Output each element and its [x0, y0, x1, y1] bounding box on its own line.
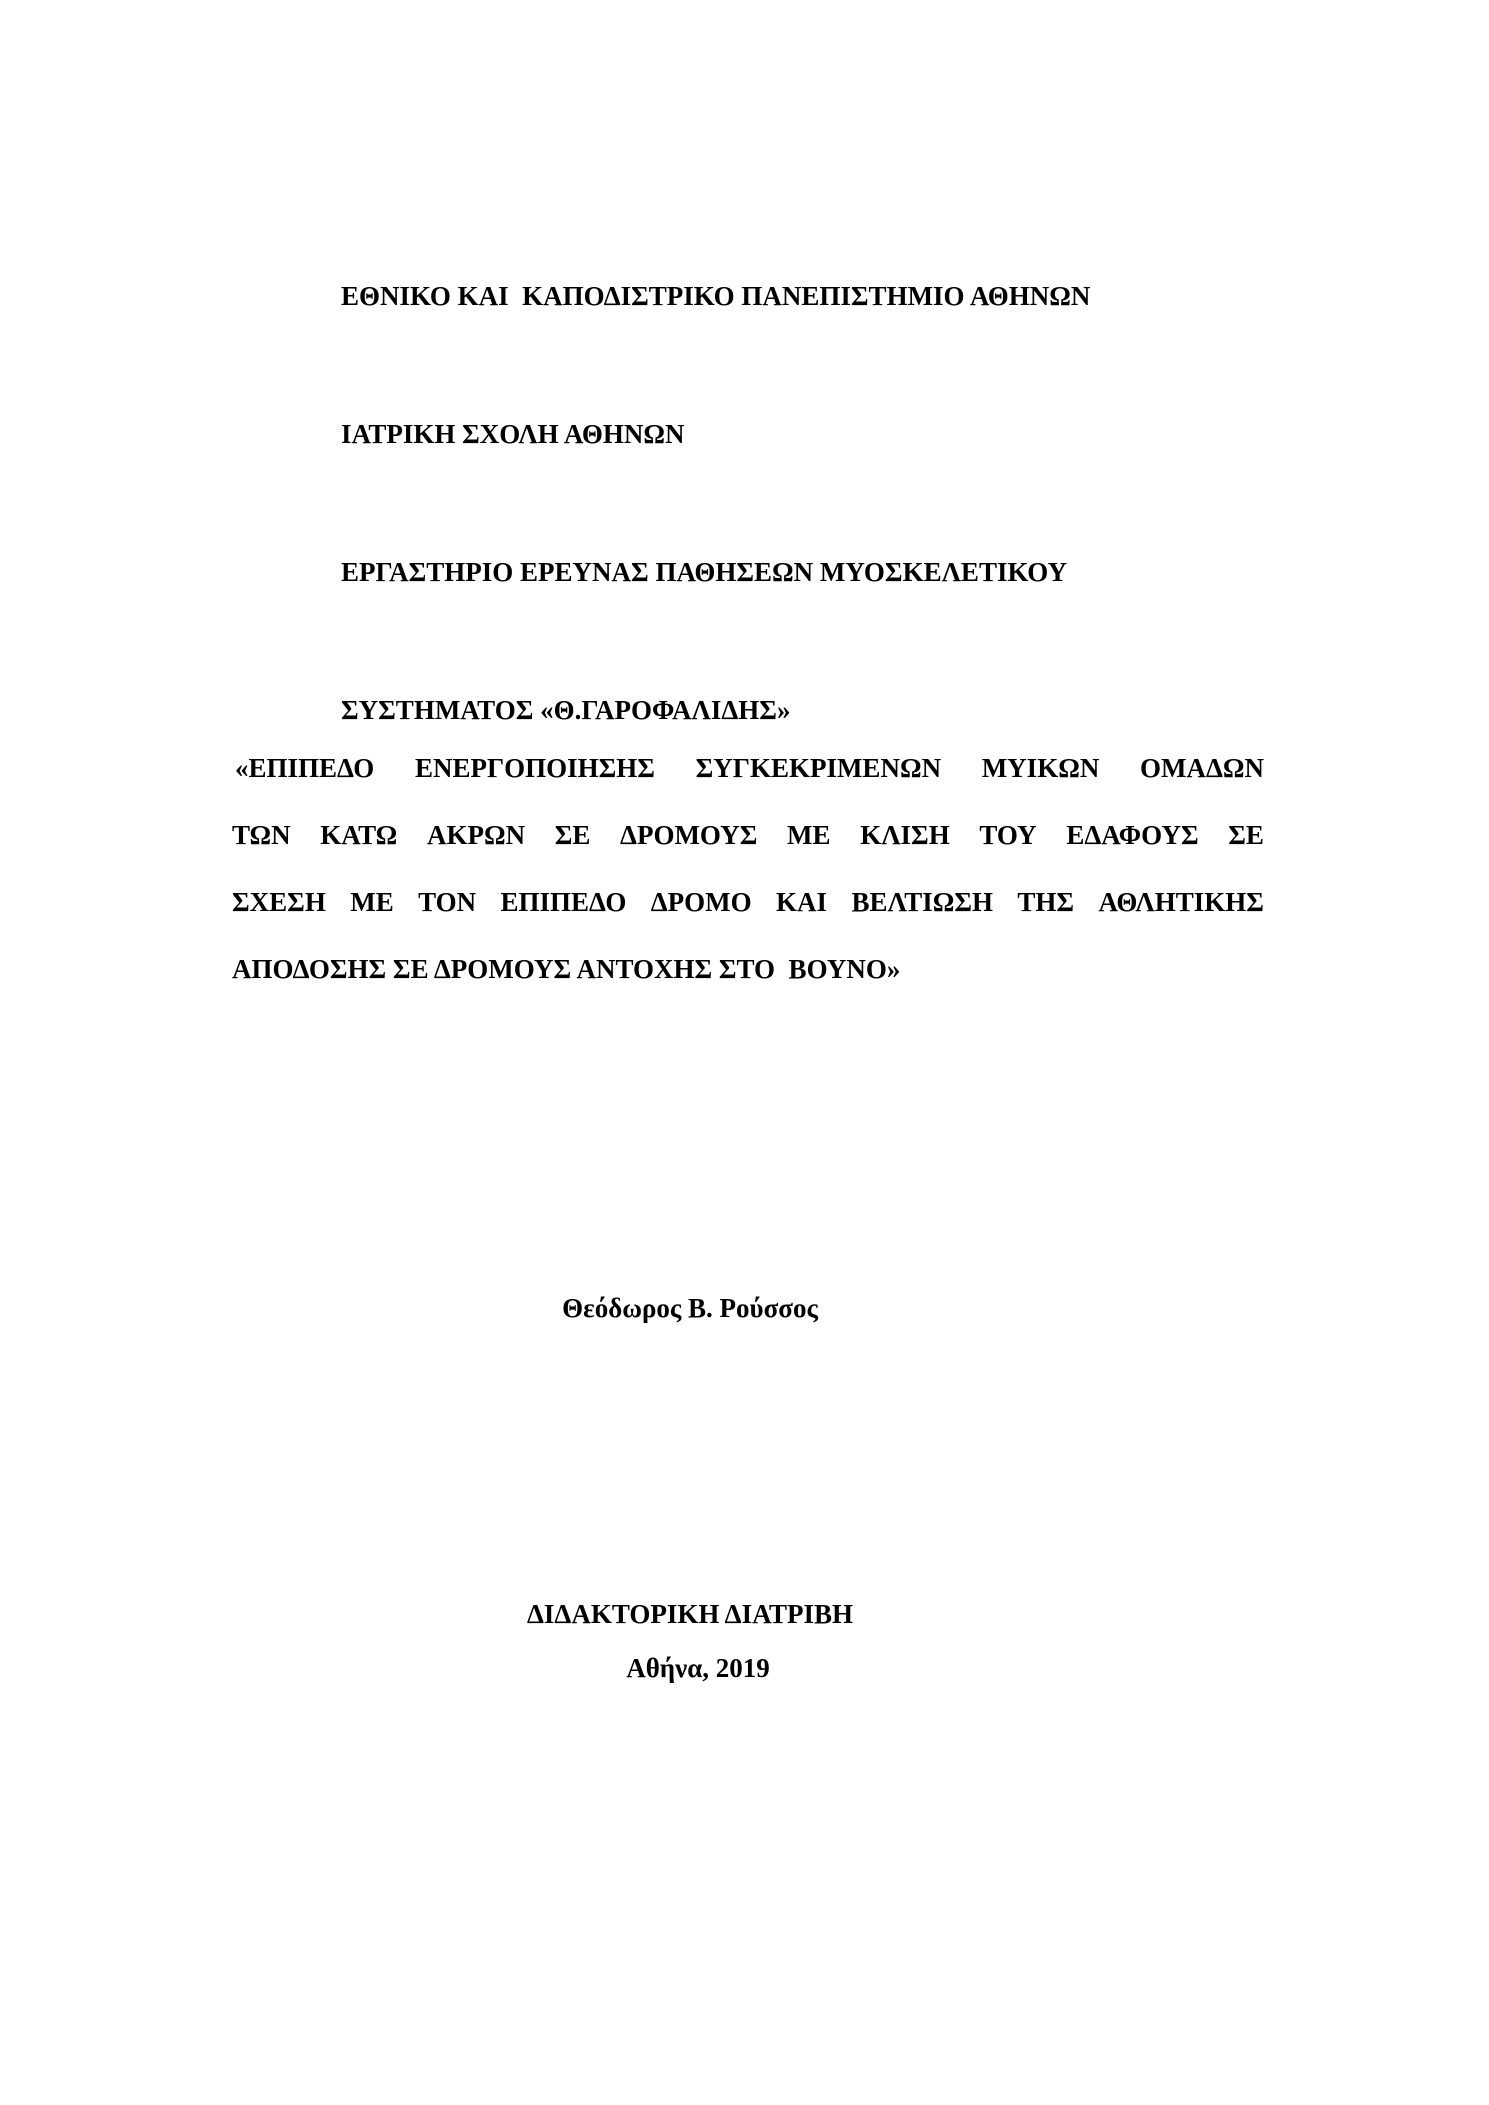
thesis-title — [232, 748, 1264, 1016]
title-word: ΚΛΙΣΗ — [860, 820, 950, 850]
title-word: ΜΕ — [787, 820, 831, 850]
title-word: ΔΡΟΜΟ — [650, 887, 752, 917]
author-name: Θεόδωρος Β. Ρούσσος — [562, 1293, 818, 1323]
university-name: ΕΘΝΙΚΟ ΚΑΙ ΚΑΠΟΔΙΣΤΡΙΚΟ ΠΑΝΕΠΙΣΤΗΜΙΟ ΑΘΗΝΩΝ — [341, 281, 1091, 311]
title-word: ΣΧΕΣΗ — [232, 887, 326, 917]
title-word: ΑΚΡΩΝ — [426, 820, 526, 850]
title-word: ΤΗΣ — [1017, 887, 1075, 917]
title-line-2 — [232, 815, 1264, 882]
title-word: ΜΕ — [350, 887, 394, 917]
title-line-1 — [232, 748, 1264, 815]
title-word: ΤΩΝ — [232, 820, 291, 850]
title-word: ΣΕ — [554, 820, 591, 850]
degree-type: ΔΙΔΑΚΤΟΡΙΚΗ ΔΙΑΤΡΙΒΗ — [527, 1599, 853, 1629]
title-word: ΤΟΥ — [979, 820, 1037, 850]
title-word: ΕΠΙΠΕΔΟ — [500, 887, 627, 917]
school-name: ΙΑΤΡΙΚΗ ΣΧΟΛΗ ΑΘΗΝΩΝ — [341, 419, 685, 449]
title-word: ΔΡΟΜΟΥΣ — [620, 820, 758, 850]
title-word: ΕΝΕΡΓΟΠΟΙΗΣΗΣ — [414, 753, 655, 783]
title-word: ΚΑΙ — [776, 887, 828, 917]
institution-header — [341, 181, 1090, 825]
laboratory-name: ΕΡΓΑΣΤΗΡΙΟ ΕΡΕΥΝΑΣ ΠΑΘΗΣΕΩΝ ΜΥΟΣΚΕΛΕΤΙΚΟΥ — [341, 557, 1068, 587]
title-word: ΑΘΛΗΤΙΚΗΣ — [1098, 887, 1264, 917]
title-word: ΤΟΝ — [418, 887, 477, 917]
title-line-3 — [232, 882, 1264, 949]
title-word: «ΕΠΙΠΕΔΟ — [235, 753, 375, 783]
title-word: ΚΑΤΩ — [320, 820, 398, 850]
place-and-year: Αθήνα, 2019 — [626, 1653, 770, 1683]
laboratory-name-continued: ΣΥΣΤΗΜΑΤΟΣ «Θ.ΓΑΡΟΦΑΛΙΔΗΣ» — [341, 695, 791, 725]
title-word: ΕΔΑΦΟΥΣ — [1066, 820, 1199, 850]
title-word: ΒΕΛΤΙΩΣΗ — [851, 887, 993, 917]
title-line-4: ΑΠΟΔΟΣΗΣ ΣΕ ΔΡΟΜΟΥΣ ΑΝΤΟΧΗΣ ΣΤΟ ΒΟΥΝΟ» — [232, 954, 901, 984]
title-word: ΣΕ — [1228, 820, 1264, 850]
title-word: ΟΜΑΔΩΝ — [1139, 753, 1264, 783]
title-word: ΣΥΓΚΕΚΡΙΜΕΝΩΝ — [695, 753, 942, 783]
title-word: ΜΥΙΚΩΝ — [981, 753, 1100, 783]
